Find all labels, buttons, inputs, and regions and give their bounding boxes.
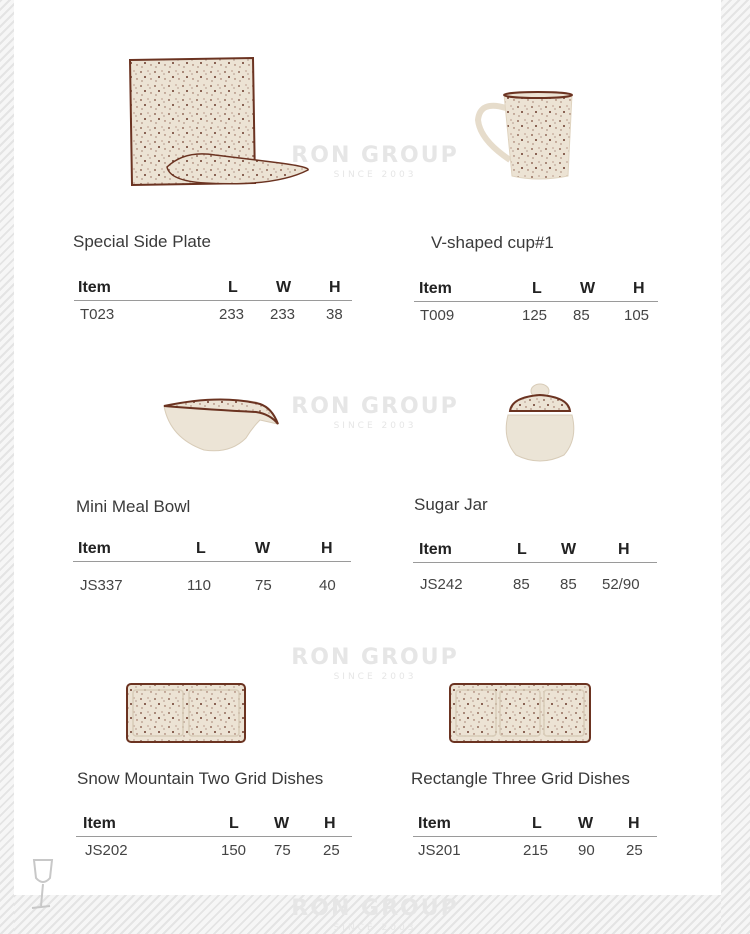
header-l: L — [517, 541, 527, 558]
cell-item: T023 — [80, 306, 115, 323]
cell-h: 105 — [624, 307, 650, 324]
bottom-border-pattern — [14, 895, 721, 934]
spec-header-row — [76, 810, 352, 837]
spec-table — [74, 274, 352, 327]
header-w: W — [255, 540, 271, 557]
wine-glass-icon — [28, 858, 58, 912]
header-item: Item — [83, 815, 116, 832]
cell-l: 233 — [219, 306, 245, 323]
header-w: W — [276, 279, 292, 296]
square-plate-icon — [125, 55, 315, 190]
cell-item: JS202 — [85, 842, 128, 859]
bowl-icon — [160, 394, 285, 454]
cell-l: 150 — [221, 842, 247, 859]
cell-l: 125 — [522, 307, 548, 324]
header-h: H — [628, 815, 640, 832]
spec-table — [76, 810, 352, 863]
header-l: L — [532, 280, 542, 297]
spec-header-row — [73, 535, 351, 562]
header-item: Item — [419, 541, 452, 558]
cell-w: 85 — [560, 576, 577, 593]
watermark — [0, 645, 750, 682]
header-l: L — [229, 815, 239, 832]
header-item: Item — [78, 540, 111, 557]
header-item: Item — [418, 815, 451, 832]
sugar-jar-icon — [500, 383, 580, 465]
header-h: H — [618, 541, 630, 558]
spec-table — [73, 535, 351, 598]
watermark-since: SINCE 2003 — [333, 923, 417, 933]
product-title: Sugar Jar — [414, 495, 488, 514]
spec-table — [413, 536, 657, 597]
spec-data-row — [73, 572, 351, 598]
right-border-pattern — [721, 0, 750, 934]
watermark-since: SINCE 2003 — [333, 170, 417, 180]
cell-h: 25 — [626, 842, 643, 859]
watermark-brand: RON GROUP — [291, 645, 459, 670]
header-w: W — [580, 280, 596, 297]
watermark — [0, 143, 750, 180]
left-border-pattern — [0, 0, 14, 934]
cell-h: 25 — [323, 842, 340, 859]
header-l: L — [532, 815, 542, 832]
spec-data-row — [414, 302, 658, 328]
spec-table — [413, 810, 657, 863]
header-h: H — [329, 279, 341, 296]
cell-h: 40 — [319, 577, 336, 594]
cell-h: 52/90 — [602, 576, 640, 593]
cell-l: 85 — [513, 576, 530, 593]
cell-w: 233 — [270, 306, 296, 323]
cell-w: 90 — [578, 842, 595, 859]
cell-l: 215 — [523, 842, 549, 859]
product-title: Mini Meal Bowl — [76, 497, 191, 516]
spec-header-row — [413, 810, 657, 837]
header-w: W — [274, 815, 290, 832]
watermark-brand: RON GROUP — [291, 143, 459, 168]
spec-data-row — [413, 571, 657, 597]
header-w: W — [561, 541, 577, 558]
header-w: W — [578, 815, 594, 832]
cup-icon — [474, 90, 579, 185]
cell-item: JS337 — [80, 577, 123, 594]
product-title: V-shaped cup#1 — [431, 233, 554, 252]
watermark-since: SINCE 2003 — [333, 672, 417, 682]
cell-w: 75 — [255, 577, 272, 594]
cell-l: 110 — [187, 577, 211, 594]
header-item: Item — [419, 280, 452, 297]
header-item: Item — [78, 279, 111, 296]
cell-item: T009 — [420, 307, 455, 324]
product-title: Snow Mountain Two Grid Dishes — [77, 769, 324, 788]
header-h: H — [633, 280, 645, 297]
product-title: Rectangle Three Grid Dishes — [411, 769, 630, 788]
three-grid-dish-icon — [448, 682, 592, 744]
header-h: H — [324, 815, 336, 832]
header-l: L — [196, 540, 206, 557]
header-l: L — [228, 279, 238, 296]
spec-header-row — [413, 536, 657, 563]
watermark-brand: RON GROUP — [291, 896, 459, 921]
spec-header-row — [74, 274, 352, 301]
header-h: H — [321, 540, 333, 557]
product-title: Special Side Plate — [73, 232, 211, 251]
cell-h: 38 — [326, 306, 343, 323]
spec-table — [414, 275, 658, 328]
cell-w: 75 — [274, 842, 291, 859]
watermark — [0, 394, 750, 431]
watermark-brand: RON GROUP — [291, 394, 459, 419]
watermark-since: SINCE 2003 — [333, 421, 417, 431]
cell-item: JS201 — [418, 842, 461, 859]
two-grid-dish-icon — [125, 682, 247, 744]
cell-item: JS242 — [420, 576, 463, 593]
spec-data-row — [74, 301, 352, 327]
spec-data-row — [413, 837, 657, 863]
cell-w: 85 — [573, 307, 590, 324]
spec-header-row — [414, 275, 658, 302]
spec-data-row — [76, 837, 352, 863]
